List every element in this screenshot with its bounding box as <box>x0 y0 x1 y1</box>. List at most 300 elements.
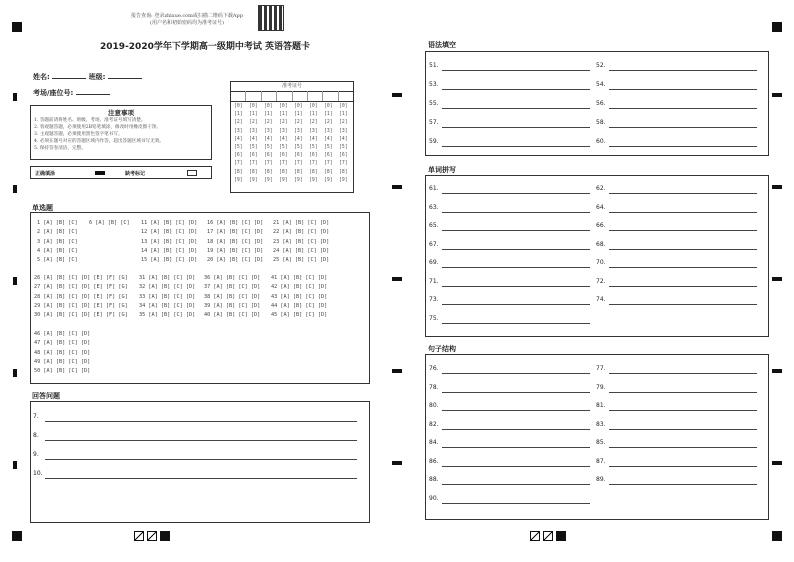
spelling-number: 62. <box>596 185 606 192</box>
digit-bubble[interactable]: [6] <box>264 153 273 159</box>
exam-id-write-cell[interactable] <box>308 91 323 101</box>
sentence-answer-line[interactable] <box>442 503 590 504</box>
digit-bubble[interactable]: [2] <box>339 120 348 126</box>
digit-bubble[interactable]: [8] <box>324 169 333 175</box>
notice-item: 3. 主观题答题，必须使用黑色签字笔书写。 <box>34 132 123 137</box>
choice-row[interactable]: 28 [A] [B] [C] [D] [E] [F] [G] <box>34 293 128 300</box>
grammar-number: 59. <box>429 138 439 145</box>
exam-id-write-cell[interactable] <box>293 91 308 101</box>
choice-box <box>30 212 370 384</box>
notice-item: 5. 保持答卷清洁、完整。 <box>34 146 86 151</box>
name-field[interactable] <box>52 78 86 79</box>
timing-mark <box>392 93 402 97</box>
spelling-answer-line[interactable] <box>442 323 590 324</box>
exam-id-column <box>249 103 263 184</box>
missing-label: 缺考标记 <box>125 171 146 177</box>
digit-bubble[interactable]: [0] <box>234 104 243 109</box>
spelling-answer-line[interactable] <box>442 286 590 287</box>
notice-item: 4. 必须在题号对应的答题区域内作答，超出答题区域书写无效。 <box>34 139 164 144</box>
timing-mark <box>13 93 17 101</box>
sentence-number: 76. <box>429 365 439 372</box>
digit-bubble[interactable]: [4] <box>294 136 303 142</box>
digit-bubble[interactable]: [0] <box>264 104 273 109</box>
digit-bubble[interactable]: [6] <box>309 153 318 159</box>
spelling-box <box>425 175 769 337</box>
digit-bubble[interactable]: [5] <box>249 144 258 150</box>
timing-mark <box>772 185 782 189</box>
digit-bubble[interactable]: [6] <box>339 153 348 159</box>
digit-bubble[interactable]: [1] <box>339 112 348 118</box>
sentence-title: 句子结构 <box>428 345 456 353</box>
spelling-answer-line[interactable] <box>442 304 590 305</box>
digit-bubble[interactable]: [7] <box>279 161 288 167</box>
sentence-answer-line[interactable] <box>609 466 757 467</box>
digit-bubble[interactable]: [5] <box>234 144 243 150</box>
choice-row[interactable]: 30 [A] [B] [C] [D] [E] [F] [G] <box>34 312 128 319</box>
spelling-answer-line[interactable] <box>442 193 590 194</box>
sentence-number: 79. <box>596 383 606 391</box>
grammar-answer-line[interactable] <box>442 127 590 128</box>
spelling-answer-line[interactable] <box>442 212 590 213</box>
exam-id-write-cell[interactable] <box>231 91 246 101</box>
corner-mark <box>772 531 782 541</box>
sentence-answer-line[interactable] <box>609 410 757 411</box>
grammar-number: 55. <box>429 100 439 107</box>
spelling-number: 74. <box>596 296 606 303</box>
timing-mark <box>13 369 17 377</box>
exam-id-write-cell[interactable] <box>277 91 292 101</box>
digit-bubble[interactable]: [3] <box>279 128 288 134</box>
choice-row[interactable]: 45 [A] [B] [C] [D] <box>271 312 328 319</box>
spelling-number: 64. <box>596 203 606 211</box>
timing-mark <box>392 369 402 373</box>
header-notice <box>112 12 262 26</box>
choice-row[interactable]: 25 [A] [B] [C] [D] <box>273 257 330 264</box>
timing-mark <box>13 185 17 193</box>
digit-bubble[interactable]: [4] <box>339 136 348 142</box>
digit-bubble[interactable]: [2] <box>264 120 273 126</box>
spelling-number: 65. <box>429 222 439 229</box>
sentence-answer-line[interactable] <box>442 392 590 393</box>
spelling-answer-line[interactable] <box>609 193 757 194</box>
choice-row[interactable]: 19 [A] [B] [C] [D] <box>207 247 264 254</box>
choice-row[interactable]: 16 [A] [B] [C] [D] <box>207 220 264 226</box>
choice-row[interactable]: 43 [A] [B] [C] [D] <box>271 293 328 300</box>
choice-row[interactable]: 23 [A] [B] [C] [D] <box>273 238 330 245</box>
spelling-answer-line[interactable] <box>442 267 590 268</box>
digit-bubble[interactable]: [6] <box>234 153 243 159</box>
grammar-answer-line[interactable] <box>609 89 757 90</box>
exam-id-column <box>234 103 248 184</box>
grammar-number: 54. <box>596 81 606 88</box>
sentence-box <box>425 354 769 520</box>
qa-number: 7. <box>33 413 39 420</box>
digit-bubble[interactable]: [4] <box>309 136 318 142</box>
digit-bubble[interactable]: [2] <box>279 120 288 126</box>
choice-row[interactable]: 11 [A] [B] [C] [D] <box>141 220 198 226</box>
spelling-number: 61. <box>429 185 439 192</box>
missing-checkbox[interactable] <box>187 170 197 176</box>
exam-id-column <box>294 103 308 184</box>
grammar-number: 60. <box>596 138 606 145</box>
notice-list <box>31 117 211 152</box>
timing-mark <box>772 461 782 465</box>
timing-mark <box>772 369 782 373</box>
choice-row[interactable]: 14 [A] [B] [C] [D] <box>141 247 198 254</box>
choice-row[interactable]: 15 [A] [B] [C] [D] <box>141 257 198 264</box>
timing-mark <box>13 277 17 285</box>
exam-id-column <box>339 103 353 184</box>
sentence-answer-line[interactable] <box>609 429 757 430</box>
choice-row[interactable]: 35 [A] [B] [C] [D] <box>139 312 196 319</box>
spelling-answer-line[interactable] <box>609 249 757 250</box>
choice-row[interactable]: 1 [A] [B] [C] <box>37 220 78 226</box>
digit-bubble[interactable]: [2] <box>249 120 258 126</box>
digit-bubble[interactable]: [5] <box>264 144 273 150</box>
digit-bubble[interactable]: [4] <box>234 136 243 142</box>
choice-group <box>89 219 130 228</box>
choice-row[interactable]: 17 [A] [B] [C] [D] <box>207 229 264 236</box>
sentence-answer-line[interactable] <box>609 373 757 374</box>
sentence-number: 81. <box>596 402 606 409</box>
grammar-answer-line[interactable] <box>609 146 757 147</box>
digit-bubble[interactable]: [2] <box>294 120 303 126</box>
sentence-number: 77. <box>596 365 606 372</box>
digit-bubble[interactable]: [8] <box>294 169 303 175</box>
spelling-number: 72. <box>596 277 606 285</box>
digit-bubble[interactable]: [6] <box>279 153 288 159</box>
grammar-title: 语法填空 <box>428 41 456 49</box>
choice-row[interactable]: 27 [A] [B] [C] [D] [E] [F] [G] <box>34 284 128 291</box>
digit-bubble[interactable]: [1] <box>324 112 333 118</box>
exam-id-write-cell[interactable] <box>339 91 353 101</box>
timing-mark <box>772 93 782 97</box>
digit-bubble[interactable]: [4] <box>324 136 333 142</box>
choice-row[interactable]: 32 [A] [B] [C] [D] <box>139 284 196 291</box>
digit-bubble[interactable]: [8] <box>339 169 348 175</box>
timing-mark <box>392 277 402 281</box>
grammar-answer-line[interactable] <box>442 70 590 71</box>
qa-box <box>30 401 370 523</box>
room-label: 考场/座位号: <box>33 89 74 97</box>
digit-bubble[interactable]: [1] <box>234 112 243 118</box>
choice-group <box>271 274 327 320</box>
correct-fill-label: 正确填涂 <box>35 171 56 177</box>
digit-bubble[interactable]: [6] <box>249 153 258 159</box>
digit-bubble[interactable]: [5] <box>309 144 318 150</box>
digit-bubble[interactable]: [0] <box>309 104 318 109</box>
sentence-answer-line[interactable] <box>442 429 590 430</box>
student-info <box>33 72 142 98</box>
grammar-box <box>425 51 769 156</box>
sentence-answer-line[interactable] <box>442 484 590 485</box>
qr-code[interactable] <box>258 5 284 31</box>
qa-title: 回答问题 <box>32 392 60 400</box>
notice-item: 2. 客观题答题，必须使用2B铅笔填涂，修改时用橡皮擦干净。 <box>34 125 161 130</box>
choice-row[interactable]: 50 [A] [B] [C] [D] <box>34 368 91 375</box>
choice-group <box>34 330 90 376</box>
exam-id-title: 准考证号 <box>231 82 353 92</box>
spelling-number: 63. <box>429 203 439 211</box>
page-title: 2019-2020学年下学期高一级期中考试 英语答题卡 <box>100 42 310 52</box>
choice-row[interactable]: 37 [A] [B] [C] [D] <box>204 284 261 291</box>
exam-id-write-cell[interactable] <box>323 91 338 101</box>
sentence-number: 88. <box>429 476 439 483</box>
grammar-answer-line[interactable] <box>609 70 757 71</box>
digit-bubble[interactable]: [9] <box>234 177 243 183</box>
digit-bubble[interactable]: [7] <box>339 161 348 167</box>
grammar-number: 52. <box>596 62 606 69</box>
choice-row[interactable]: 3 [A] [B] [C] <box>37 238 78 245</box>
choice-row[interactable]: 12 [A] [B] [C] [D] <box>141 229 198 236</box>
qa-answer-line[interactable] <box>45 459 357 460</box>
exam-id-write-cell[interactable] <box>262 91 277 101</box>
qa-number: 8. <box>33 432 39 439</box>
choice-row[interactable]: 33 [A] [B] [C] [D] <box>139 293 196 300</box>
sentence-number: 87. <box>596 457 606 465</box>
digit-bubble[interactable]: [1] <box>309 112 318 118</box>
choice-group <box>141 219 197 265</box>
sentence-answer-line[interactable] <box>442 466 590 467</box>
digit-bubble[interactable]: [8] <box>234 169 243 175</box>
sentence-number: 85. <box>596 439 606 446</box>
qa-answer-line[interactable] <box>45 440 357 441</box>
digit-bubble[interactable]: [4] <box>279 136 288 142</box>
digit-bubble[interactable]: [3] <box>249 128 258 134</box>
digit-bubble[interactable]: [7] <box>324 161 333 167</box>
digit-bubble[interactable]: [9] <box>309 177 318 183</box>
spelling-answer-line[interactable] <box>442 230 590 231</box>
digit-bubble[interactable]: [9] <box>264 177 273 183</box>
choice-group <box>207 219 263 265</box>
correct-fill-sample <box>95 171 105 175</box>
sentence-number: 84. <box>429 439 439 446</box>
digit-bubble[interactable]: [7] <box>234 161 243 167</box>
sentence-number: 89. <box>596 476 606 483</box>
choice-group <box>37 219 78 265</box>
choice-row[interactable]: 24 [A] [B] [C] [D] <box>273 247 330 254</box>
exam-id-write-cell[interactable] <box>246 91 261 101</box>
digit-bubble[interactable]: [5] <box>324 144 333 150</box>
grammar-answer-line[interactable] <box>609 108 757 109</box>
spelling-answer-line[interactable] <box>609 286 757 287</box>
digit-bubble[interactable]: [6] <box>324 153 333 159</box>
spelling-number: 67. <box>429 240 439 248</box>
choice-group <box>139 274 195 320</box>
choice-row[interactable]: 39 [A] [B] [C] [D] <box>204 302 261 309</box>
digit-bubble[interactable]: [7] <box>294 161 303 167</box>
spelling-number: 75. <box>429 314 439 322</box>
digit-bubble[interactable]: [3] <box>309 128 318 134</box>
grammar-number: 56. <box>596 100 606 107</box>
exam-id-write-row[interactable] <box>231 91 353 102</box>
choice-row[interactable]: 5 [A] [B] [C] <box>37 257 78 264</box>
grammar-answer-line[interactable] <box>442 108 590 109</box>
digit-bubble[interactable]: [4] <box>264 136 273 142</box>
sentence-number: 82. <box>429 420 439 428</box>
spelling-number: 70. <box>596 259 606 266</box>
grammar-number: 58. <box>596 119 606 126</box>
grammar-answer-line[interactable] <box>442 89 590 90</box>
timing-mark <box>772 277 782 281</box>
timing-mark <box>13 461 17 469</box>
spelling-answer-line[interactable] <box>609 304 757 305</box>
choice-row[interactable]: 47 [A] [B] [C] [D] <box>34 340 91 347</box>
grammar-number: 57. <box>429 119 439 126</box>
choice-row[interactable]: 20 [A] [B] [C] [D] <box>207 257 264 264</box>
digit-bubble[interactable]: [1] <box>264 112 273 118</box>
sentence-number: 78. <box>429 383 439 391</box>
choice-row[interactable]: 42 [A] [B] [C] [D] <box>271 284 328 291</box>
choice-row[interactable]: 40 [A] [B] [C] [D] <box>204 312 261 319</box>
corner-mark <box>12 22 22 32</box>
exam-id-bubbles <box>234 103 353 184</box>
notice-item: 1. 答题前请将姓名、班级、考场、准考证号填写清楚。 <box>34 118 146 123</box>
digit-bubble[interactable]: [3] <box>234 128 243 134</box>
digit-bubble[interactable]: [9] <box>294 177 303 183</box>
choice-row[interactable]: 41 [A] [B] [C] [D] <box>271 275 328 281</box>
sentence-answer-line[interactable] <box>442 447 590 448</box>
sentence-number: 86. <box>429 457 439 465</box>
digit-bubble[interactable]: [7] <box>264 161 273 167</box>
digit-bubble[interactable]: [2] <box>324 120 333 126</box>
digit-bubble[interactable]: [1] <box>279 112 288 118</box>
name-label: 姓名: <box>33 73 50 81</box>
digit-bubble[interactable]: [5] <box>339 144 348 150</box>
sentence-answer-line[interactable] <box>609 447 757 448</box>
choice-row[interactable]: 6 [A] [B] [C] <box>89 220 130 226</box>
exam-id-column <box>264 103 278 184</box>
choice-row[interactable]: 34 [A] [B] [C] [D] <box>139 302 196 309</box>
digit-bubble[interactable]: [3] <box>339 128 348 134</box>
room-field[interactable] <box>76 94 110 95</box>
digit-bubble[interactable]: [3] <box>264 128 273 134</box>
spelling-answer-line[interactable] <box>609 230 757 231</box>
digit-bubble[interactable]: [7] <box>249 161 258 167</box>
digit-bubble[interactable]: [9] <box>324 177 333 183</box>
qa-number: 9. <box>33 451 39 458</box>
choice-row[interactable]: 13 [A] [B] [C] [D] <box>141 238 198 245</box>
notice-title: 注意事项 <box>108 109 134 117</box>
choice-row[interactable]: 38 [A] [B] [C] [D] <box>204 293 261 300</box>
choice-row[interactable]: 29 [A] [B] [C] [D] [E] [F] [G] <box>34 302 128 309</box>
digit-bubble[interactable]: [9] <box>249 177 258 183</box>
choice-row[interactable]: 49 [A] [B] [C] [D] <box>34 358 91 365</box>
spelling-number: 68. <box>596 240 606 248</box>
digit-bubble[interactable]: [0] <box>294 104 303 109</box>
choice-row[interactable]: 21 [A] [B] [C] [D] <box>273 220 330 226</box>
grammar-number: 53. <box>429 81 439 88</box>
choice-row[interactable]: 22 [A] [B] [C] [D] <box>273 229 330 236</box>
sentence-number: 83. <box>596 420 606 428</box>
fill-example <box>30 166 212 179</box>
digit-bubble[interactable]: [5] <box>294 144 303 150</box>
choice-title: 单选题 <box>32 204 53 212</box>
exam-id-column <box>279 103 293 184</box>
notice-line-1: 报告查询: 登录zhixue.com或扫描二维码下载App <box>131 13 243 19</box>
digit-bubble[interactable]: [1] <box>249 112 258 118</box>
sentence-answer-line[interactable] <box>609 484 757 485</box>
digit-bubble[interactable]: [0] <box>339 104 348 109</box>
exam-id-column <box>309 103 323 184</box>
choice-row[interactable]: 2 [A] [B] [C] <box>37 229 78 236</box>
digit-bubble[interactable]: [5] <box>279 144 288 150</box>
class-field[interactable] <box>108 78 142 79</box>
timing-mark <box>392 185 402 189</box>
exam-id-column <box>324 103 338 184</box>
digit-bubble[interactable]: [2] <box>309 120 318 126</box>
choice-row[interactable]: 4 [A] [B] [C] <box>37 247 78 254</box>
sentence-number: 90. <box>429 494 439 502</box>
grammar-answer-line[interactable] <box>609 127 757 128</box>
digit-bubble[interactable]: [8] <box>309 169 318 175</box>
digit-bubble[interactable]: [6] <box>294 153 303 159</box>
digit-bubble[interactable]: [9] <box>279 177 288 183</box>
spelling-number: 71. <box>429 277 439 285</box>
choice-row[interactable]: 44 [A] [B] [C] [D] <box>271 302 328 309</box>
qa-answer-line[interactable] <box>45 421 357 422</box>
choice-row[interactable]: 31 [A] [B] [C] [D] <box>139 275 196 281</box>
spelling-number: 73. <box>429 296 439 303</box>
grammar-answer-line[interactable] <box>442 146 590 147</box>
notice-box <box>30 105 212 160</box>
page-marks-right <box>530 531 566 541</box>
digit-bubble[interactable]: [4] <box>249 136 258 142</box>
sentence-number: 80. <box>429 402 439 409</box>
spelling-title: 单词拼写 <box>428 166 456 174</box>
sentence-answer-line[interactable] <box>442 410 590 411</box>
corner-mark <box>772 22 782 32</box>
qa-number: 10. <box>33 470 43 477</box>
choice-group <box>34 274 128 320</box>
corner-mark <box>12 531 22 541</box>
sentence-answer-line[interactable] <box>609 392 757 393</box>
digit-bubble[interactable]: [0] <box>279 104 288 109</box>
spelling-answer-line[interactable] <box>609 267 757 268</box>
notice-line-2: (用户名和初始密码均为准考证号) <box>150 20 224 26</box>
qa-answer-line[interactable] <box>45 478 357 479</box>
spelling-number: 66. <box>596 222 606 229</box>
choice-group <box>204 274 260 320</box>
choice-row[interactable]: 26 [A] [B] [C] [D] [E] [F] [G] <box>34 275 128 281</box>
digit-bubble[interactable]: [1] <box>294 112 303 118</box>
spelling-answer-line[interactable] <box>442 249 590 250</box>
digit-bubble[interactable]: [8] <box>279 169 288 175</box>
sentence-answer-line[interactable] <box>442 373 590 374</box>
page-marks-left <box>134 531 170 541</box>
grammar-number: 51. <box>429 62 439 69</box>
choice-group <box>273 219 329 265</box>
choice-row[interactable]: 18 [A] [B] [C] [D] <box>207 238 264 245</box>
spelling-number: 69. <box>429 259 439 266</box>
digit-bubble[interactable]: [7] <box>309 161 318 167</box>
digit-bubble[interactable]: [3] <box>324 128 333 134</box>
timing-mark <box>392 461 402 465</box>
choice-row[interactable]: 48 [A] [B] [C] [D] <box>34 349 91 356</box>
digit-bubble[interactable]: [8] <box>249 169 258 175</box>
digit-bubble[interactable]: [0] <box>249 104 258 109</box>
digit-bubble[interactable]: [2] <box>234 120 243 126</box>
digit-bubble[interactable]: [0] <box>324 104 333 109</box>
digit-bubble[interactable]: [8] <box>264 169 273 175</box>
digit-bubble[interactable]: [9] <box>339 177 348 183</box>
class-label: 班级: <box>88 73 106 81</box>
choice-row[interactable]: 36 [A] [B] [C] [D] <box>204 275 261 281</box>
choice-row[interactable]: 46 [A] [B] [C] [D] <box>34 331 91 337</box>
spelling-answer-line[interactable] <box>609 212 757 213</box>
digit-bubble[interactable]: [3] <box>294 128 303 134</box>
exam-id-box <box>230 81 354 193</box>
